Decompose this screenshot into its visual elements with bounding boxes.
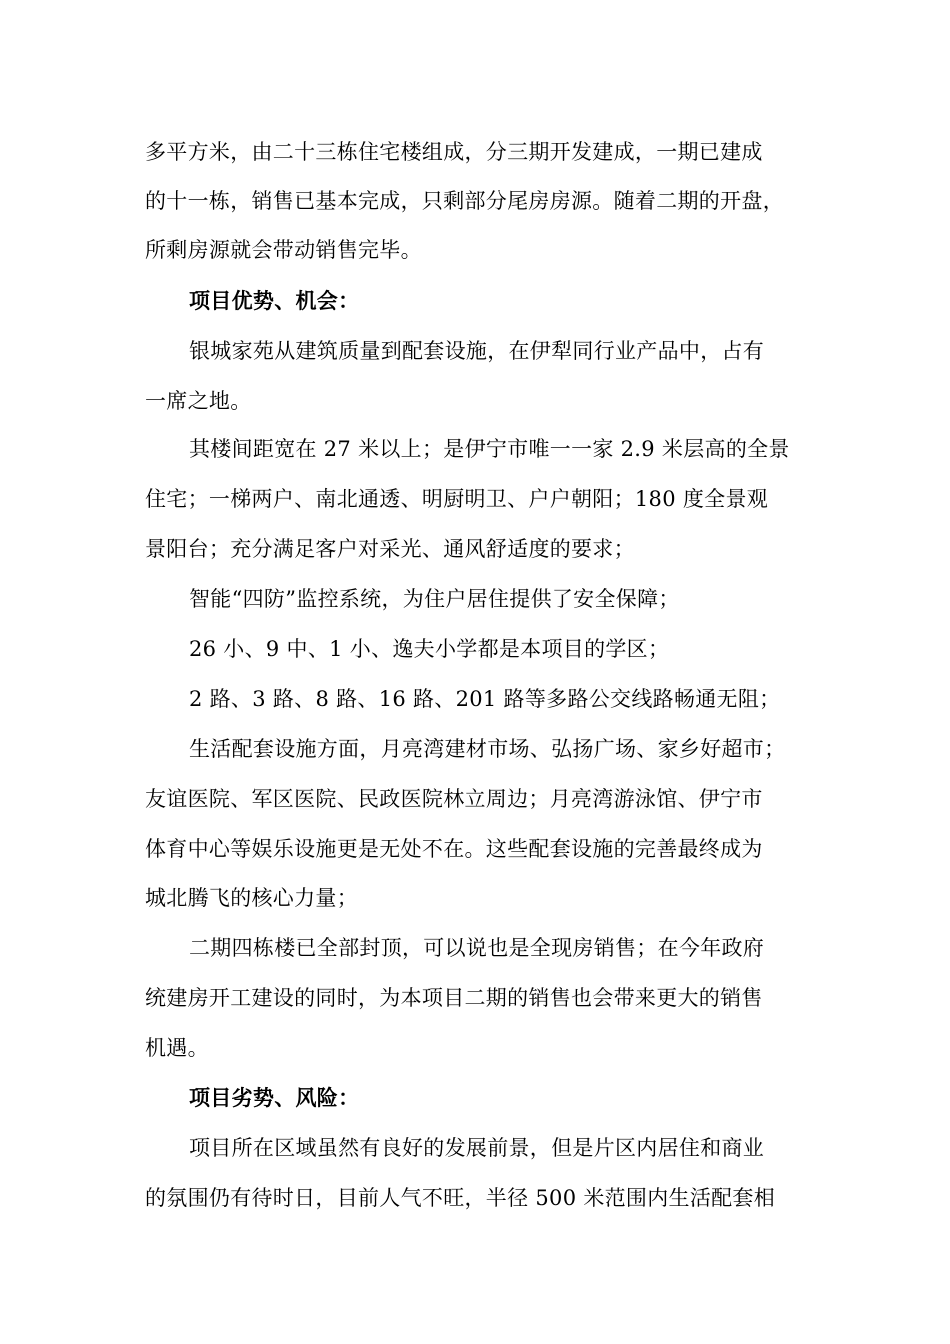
text-line: 所剩房源就会带动销售完毕。 bbox=[145, 238, 422, 262]
text-line: 其楼间距宽在 27 米以上；是伊宁市唯一一家 2.9 米层高的全景 bbox=[189, 437, 790, 461]
text-line: 生活配套设施方面，月亮湾建材市场、弘扬广场、家乡好超市； bbox=[189, 737, 786, 761]
text-line: 智能“四防”监控系统，为住户居住提供了安全保障； bbox=[189, 587, 680, 611]
text-line: 一席之地。 bbox=[145, 389, 252, 413]
text-line: 26 小、9 中、1 小、逸夫小学都是本项目的学区； bbox=[189, 637, 670, 661]
text-line: 二期四栋楼已全部封顶，可以说也是全现房销售；在今年政府 bbox=[189, 936, 765, 960]
text-line: 机遇。 bbox=[145, 1036, 209, 1060]
text-line: 2 路、3 路、8 路、16 路、201 路等多路公交线路畅通无阻； bbox=[189, 687, 781, 711]
text-line: 城北腾飞的核心力量； bbox=[145, 886, 358, 910]
text-line: 银城家苑从建筑质量到配套设施，在伊犁同行业产品中，占有 bbox=[189, 339, 765, 363]
section-heading-risks: 项目劣势、风险： bbox=[189, 1085, 360, 1110]
text-line: 友谊医院、军区医院、民政医院林立周边；月亮湾游泳馆、伊宁市 bbox=[145, 787, 763, 811]
text-line: 景阳台；充分满足客户对采光、通风舒适度的要求； bbox=[145, 537, 635, 561]
text-line: 的氛围仍有待时日，目前人气不旺，半径 500 米范围内生活配套相 bbox=[145, 1186, 776, 1210]
text-line: 项目所在区域虽然有良好的发展前景，但是片区内居住和商业 bbox=[189, 1136, 765, 1160]
text-line: 统建房开工建设的同时，为本项目二期的销售也会带来更大的销售 bbox=[145, 986, 763, 1010]
text-line: 住宅；一梯两户、南北通透、明厨明卫、户户朝阳；180 度全景观 bbox=[145, 487, 769, 511]
text-line: 多平方米，由二十三栋住宅楼组成，分三期开发建成，一期已建成 bbox=[145, 140, 763, 164]
text-line: 体育中心等娱乐设施更是无处不在。这些配套设施的完善最终成为 bbox=[145, 837, 763, 861]
section-heading-advantages: 项目优势、机会： bbox=[189, 288, 360, 313]
text-line: 的十一栋，销售已基本完成，只剩部分尾房房源。随着二期的开盘， bbox=[145, 189, 784, 213]
